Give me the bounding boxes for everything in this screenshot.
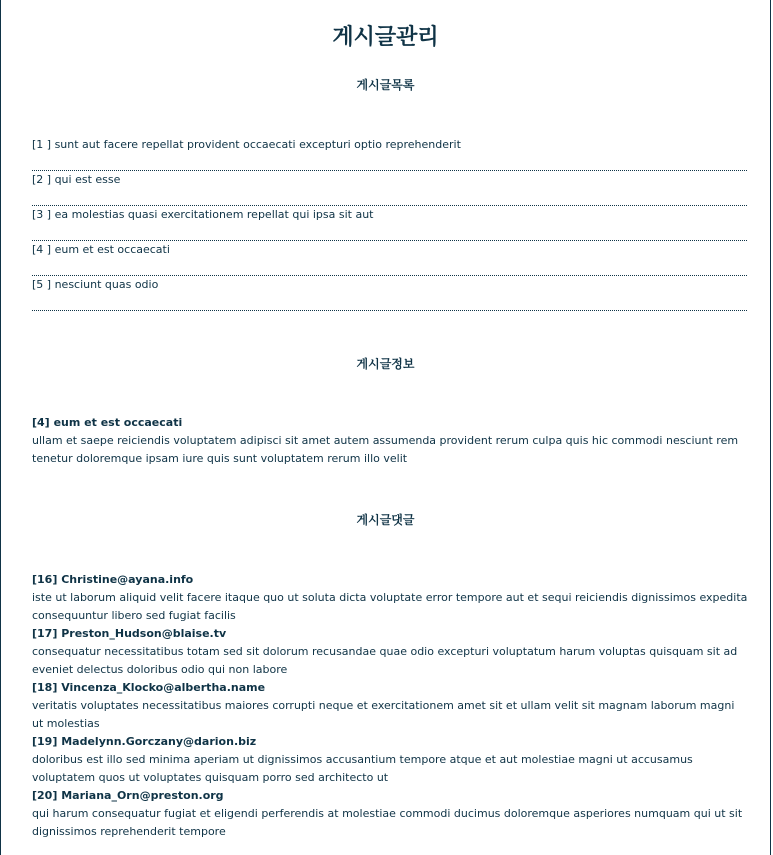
post-list-item[interactable] bbox=[32, 276, 747, 311]
post-detail-header bbox=[32, 414, 748, 432]
post-list-heading: 게시글목록 bbox=[356, 78, 415, 92]
comment-email: Madelynn.Gorczany@darion.biz bbox=[61, 735, 257, 748]
post-detail-heading: 게시글정보 bbox=[356, 357, 415, 371]
post-title: sunt aut facere repellat provident occaecati excepturi optio reprehenderit bbox=[54, 138, 461, 151]
comment-body: consequatur necessitatibus totam sed sit dolorum recusandae quae odio excepturi voluptatum harum voluptas quisquam sit ad eveniet delectus doloribus odio qui non labore bbox=[32, 645, 738, 676]
post-detail bbox=[32, 414, 748, 468]
post-list-item[interactable] bbox=[32, 136, 747, 171]
comment-body: qui harum consequatur fugiat et eligendi perferendis at molestiae commodi ducimus doloremque asperiores numquam qui ut sit dignissimos reprehenderit tempore bbox=[32, 807, 743, 838]
post-list-item[interactable] bbox=[32, 171, 747, 206]
page-title: 게시글관리 bbox=[332, 25, 439, 50]
post-title: ea molestias quasi exercitationem repellat qui ipsa sit aut bbox=[54, 208, 374, 221]
post-id: [5 ] bbox=[32, 278, 52, 291]
post-list-item[interactable] bbox=[32, 241, 747, 276]
comment-id: [17] bbox=[32, 627, 58, 640]
post-detail-title: eum et est occaecati bbox=[53, 416, 183, 429]
comment-item bbox=[32, 625, 748, 679]
post-list-item[interactable] bbox=[32, 206, 747, 241]
post-id: [3 ] bbox=[32, 208, 52, 221]
comment-list bbox=[32, 571, 748, 841]
post-id: [1 ] bbox=[32, 138, 52, 151]
post-title: nesciunt quas odio bbox=[54, 278, 159, 291]
comments-heading: 게시글댓글 bbox=[356, 513, 415, 527]
comment-body: veritatis voluptates necessitatibus maiores corrupti neque et exercitationem amet sit et ullam velit sit magnam laborum magni ut molestias bbox=[32, 699, 735, 730]
post-id: [2 ] bbox=[32, 173, 52, 186]
post-title: qui est esse bbox=[54, 173, 121, 186]
post-title: eum et est occaecati bbox=[54, 243, 170, 256]
post-detail-body: ullam et saepe reiciendis voluptatem adipisci sit amet autem assumenda provident rerum culpa quis hic commodi nesciunt rem tenetur doloremque ipsam iure quis sunt voluptatem rerum illo velit bbox=[32, 434, 739, 465]
post-detail-id: [4] bbox=[32, 416, 50, 429]
comment-item bbox=[32, 787, 748, 841]
comment-id: [18] bbox=[32, 681, 58, 694]
comment-email: Mariana_Orn@preston.org bbox=[61, 789, 224, 802]
comment-id: [19] bbox=[32, 735, 58, 748]
comment-id: [20] bbox=[32, 789, 58, 802]
comment-body: iste ut laborum aliquid velit facere itaque quo ut soluta dicta voluptate error tempore aut et sequi reiciendis dignissimos expedita consequuntur libero sed fugiat facilis bbox=[32, 591, 748, 622]
post-list bbox=[32, 136, 747, 311]
comment-email: Preston_Hudson@blaise.tv bbox=[61, 627, 227, 640]
post-id: [4 ] bbox=[32, 243, 52, 256]
comment-body: doloribus est illo sed minima aperiam ut dignissimos accusantium tempore atque et aut molestiae magni ut accusamus voluptatem quos ut voluptates quisquam porro sed architecto ut bbox=[32, 753, 693, 784]
comment-id: [16] bbox=[32, 573, 58, 586]
comment-item bbox=[32, 733, 748, 787]
comment-email: Vincenza_Klocko@albertha.name bbox=[61, 681, 266, 694]
comment-item bbox=[32, 571, 748, 625]
comment-email: Christine@ayana.info bbox=[61, 573, 194, 586]
comment-item bbox=[32, 679, 748, 733]
